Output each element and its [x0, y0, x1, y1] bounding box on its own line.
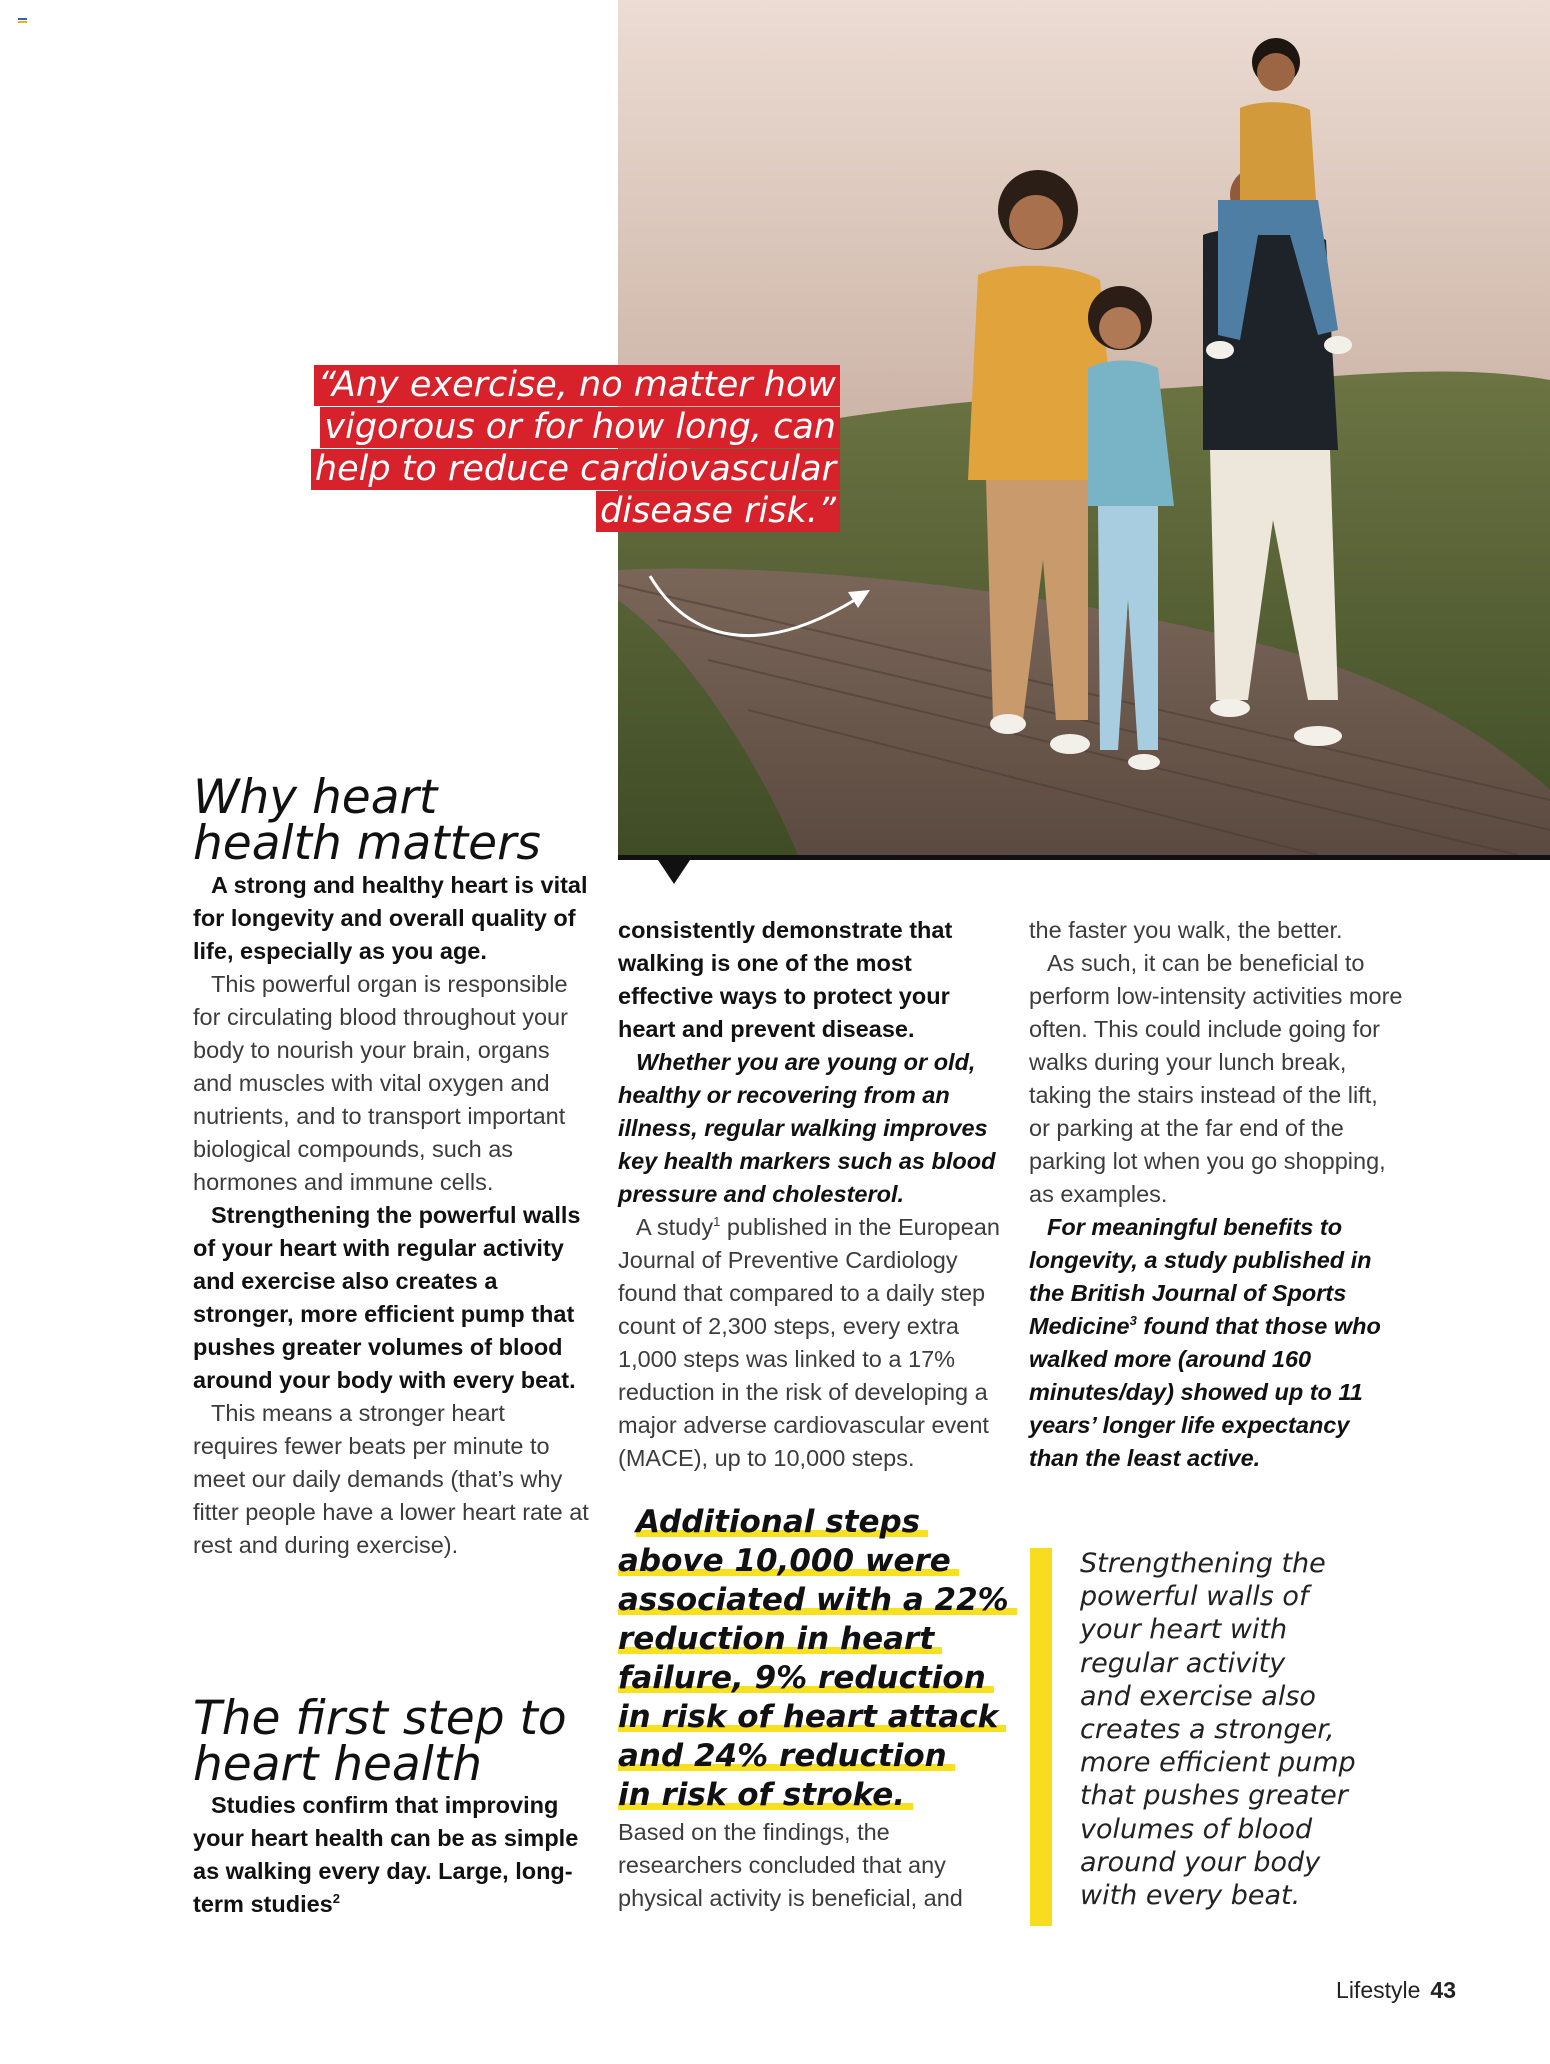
section-heading-first-step	[193, 1691, 567, 1792]
lead-text: Studies confirm that improving your heart health can be as simple as walking every day. Large, long-term studies	[193, 1792, 579, 1917]
highlight-callout	[618, 1503, 1018, 1815]
section-2-lead	[193, 1789, 593, 1921]
highlight-line: associated with a 22%	[618, 1582, 1017, 1618]
side-quote-line: Strengthening the	[1080, 1548, 1326, 1579]
pull-quote	[220, 365, 840, 533]
pull-quote-line: disease risk.”	[596, 491, 840, 532]
body-paragraph: As such, it can be beneficial to perform low-intensity activities more often. This could include going for walks during your lunch break, taking the stairs instead of the lift, or parking at the far end of the parking lot when you go shopping, as examples.	[1029, 950, 1403, 1207]
accent-bar	[1030, 1548, 1052, 1926]
emphasis-text: found that those who walked more (around 160 minutes/day) showed up to 11 years’ longer life expectancy than the least active.	[1029, 1313, 1381, 1471]
highlight-line: reduction in heart	[618, 1621, 942, 1657]
side-quote-line: powerful walls of	[1080, 1581, 1309, 1613]
lead-paragraph	[193, 1789, 593, 1921]
body-paragraph: Based on the findings, the researchers concluded that any physical activity is beneficial, and	[618, 1819, 963, 1911]
highlight-line: above 10,000 were	[618, 1543, 959, 1579]
menu-icon[interactable]	[18, 18, 27, 24]
heading-line: heart health	[193, 1737, 482, 1792]
pull-quote-line: “Any exercise, no matter how	[314, 365, 840, 406]
side-quote-line: regular activity	[1080, 1647, 1286, 1679]
body-text: A study	[636, 1214, 714, 1240]
emphasis-paragraph	[1029, 1211, 1404, 1475]
body-paragraph: This means a stronger heart requires fewer beats per minute to meet our daily demands (that’s why fitter people have a lower heart rate at rest and during exercise).	[193, 1400, 589, 1558]
highlight-line: Additional steps	[636, 1504, 928, 1540]
heading-line: The first step to	[193, 1691, 567, 1746]
column-1	[193, 869, 593, 1562]
side-quote-line: creates a stronger,	[1080, 1714, 1335, 1746]
footnote-ref: 3	[1129, 1313, 1137, 1329]
side-quote-line: volumes of blood	[1080, 1813, 1313, 1845]
pointer-triangle-icon	[658, 860, 690, 884]
column-2-end	[618, 1816, 1008, 1915]
section-name: Lifestyle	[1336, 1977, 1421, 2003]
pull-quote-line: help to reduce cardiovascular	[311, 449, 840, 490]
side-quote-line: around your body	[1080, 1846, 1321, 1878]
highlight-line: in risk of heart attack	[618, 1699, 1006, 1735]
lead-paragraph: Strengthening the powerful walls of your heart with regular activity and exercise also creates a stronger, more efficient pump that pushes greater volumes of blood around your body with every beat.	[193, 1202, 581, 1393]
column-2	[618, 914, 1008, 1475]
side-quote-line: and exercise also	[1080, 1680, 1316, 1712]
lead-paragraph: A strong and healthy heart is vital for longevity and overall quality of life, especially as you age.	[193, 872, 588, 964]
footnote-ref: 2	[332, 1891, 340, 1907]
side-quote-line: more efficient pump	[1080, 1747, 1356, 1779]
highlight-line: and 24% reduction	[618, 1738, 955, 1774]
emphasis-text: For meaningful benefits to longevity, a study published in the British Journal of Sports Medicine	[1029, 1214, 1372, 1339]
lead-continued: consistently demonstrate that walking is one of the most effective ways to protect your heart and prevent disease.	[618, 917, 953, 1042]
side-quote-line: with every beat.	[1080, 1880, 1301, 1912]
side-quote-line: that pushes greater	[1080, 1780, 1348, 1812]
body-paragraph: This powerful organ is responsible for circulating blood throughout your body to nourish your brain, organs and muscles with vital oxygen and nutrients, and to transport important biological compounds, such as hormones and immune cells.	[193, 971, 568, 1195]
page-footer	[1336, 1977, 1456, 2004]
page-number: 43	[1430, 1977, 1456, 2003]
column-3	[1029, 914, 1404, 1475]
side-pull-quote	[1080, 1547, 1410, 1912]
pull-quote-line: vigorous or for how long, can	[320, 407, 840, 448]
side-quote-line: your heart with	[1080, 1614, 1288, 1646]
photo-divider	[618, 855, 1550, 860]
highlight-line: failure, 9% reduction	[618, 1660, 994, 1696]
footnote-ref: 1	[713, 1214, 721, 1230]
highlight-line: in risk of stroke.	[618, 1777, 913, 1813]
section-heading-why-heart-health	[193, 770, 541, 871]
body-paragraph	[618, 1211, 1008, 1475]
heading-line: health matters	[193, 816, 541, 871]
heading-line: Why heart	[193, 770, 438, 825]
body-text: published in the European Journal of Preventive Cardiology found that compared to a daily step count of 2,300 steps, every extra 1,000 steps was linked to a 17% reduction in the risk of developing a major adverse cardiovascular event (MACE), up to 10,000 steps.	[618, 1214, 1000, 1471]
body-continued: the faster you walk, the better.	[1029, 917, 1343, 943]
emphasis-paragraph: Whether you are young or old, healthy or recovering from an illness, regular walking improves key health markers such as blood pressure and cholesterol.	[618, 1049, 996, 1207]
